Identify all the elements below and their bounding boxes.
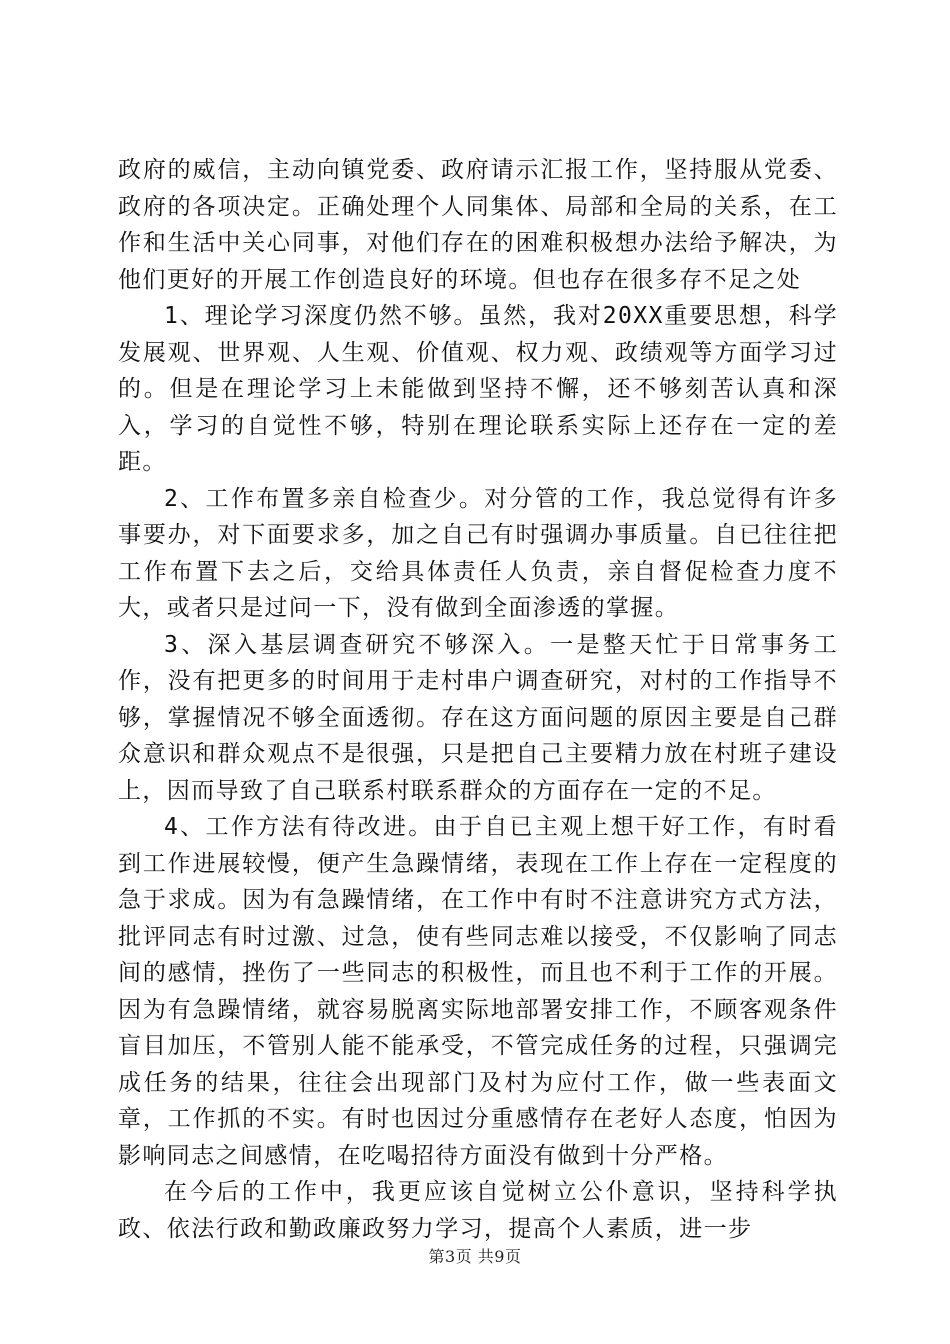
page-number-footer: 第3页 共9页 xyxy=(428,1247,522,1266)
paragraph-item-3: 3、深入基层调查研究不够深入。一是整天忙于日常事务工作，没有把更多的时间用于走村串户调查研究，对村的工作指导不够，掌握情况不够全面透彻。存在这方面问题的原因主要是自己群众意识和群众观点不是很强，只是把自己主要精力放在村班子建设上，因而导致了自己联系村联系群众的方面存在一定的不足。 xyxy=(118,631,838,804)
paragraph-item-2: 2、工作布置多亲自检查少。对分管的工作，我总觉得有许多事要办，对下面要求多，加之自己有时强调办事质量。自已往往把工作布置下去之后，交给具体责任人负责，亲自督促检查力度不大，或者只是过问一下，没有做到全面渗透的掌握。 xyxy=(118,485,838,621)
paragraph-item-4: 4、工作方法有待改进。由于自已主观上想干好工作，有时看到工作进展较慢，便产生急躁情绪，表现在工作上存在一定程度的急于求成。因为有急躁情绪，在工作中有时不注意讲究方式方法，批评同志有时过激、过急，使有些同志难以接受，不仅影响了同志间的感情，挫伤了一些同志的积极性，而且也不利于工作的开展。因为有急躁情绪，就容易脱离实际地部署安排工作，不顾客观条件盲目加压，不管别人能不能承受，不管完成任务的过程，只强调完成任务的结果，往往会出现部门及村为应付工作，做一些表面文章，工作抓的不实。有时也因过分重感情存在老好人态度，怕因为影响同志之间感情，在吃喝招待方面没有做到十分严格。 xyxy=(118,814,838,1169)
document-body xyxy=(118,152,838,1247)
paragraph-intro: 政府的威信，主动向镇党委、政府请示汇报工作，坚持服从党委、政府的各项决定。正确处理个人同集体、局部和全局的关系，在工作和生活中关心同事，对他们存在的困难积极想办法给予解决，为他们更好的开展工作创造良好的环境。但也存在很多存不足之处 xyxy=(118,157,838,293)
paragraph-conclusion: 在今后的工作中，我更应该自觉树立公仆意识，坚持科学执政、依法行政和勤政廉政努力学习，提高个人素质，进一步 xyxy=(118,1179,838,1242)
paragraph-item-1: 1、理论学习深度仍然不够。虽然，我对20XX重要思想，科学发展观、世界观、人生观、价值观、权力观、政绩观等方面学习过的。但是在理论学习上未能做到坚持不懈，还不够刻苦认真和深入，学习的自觉性不够，特别在理论联系实际上还存在一定的差距。 xyxy=(118,303,838,475)
